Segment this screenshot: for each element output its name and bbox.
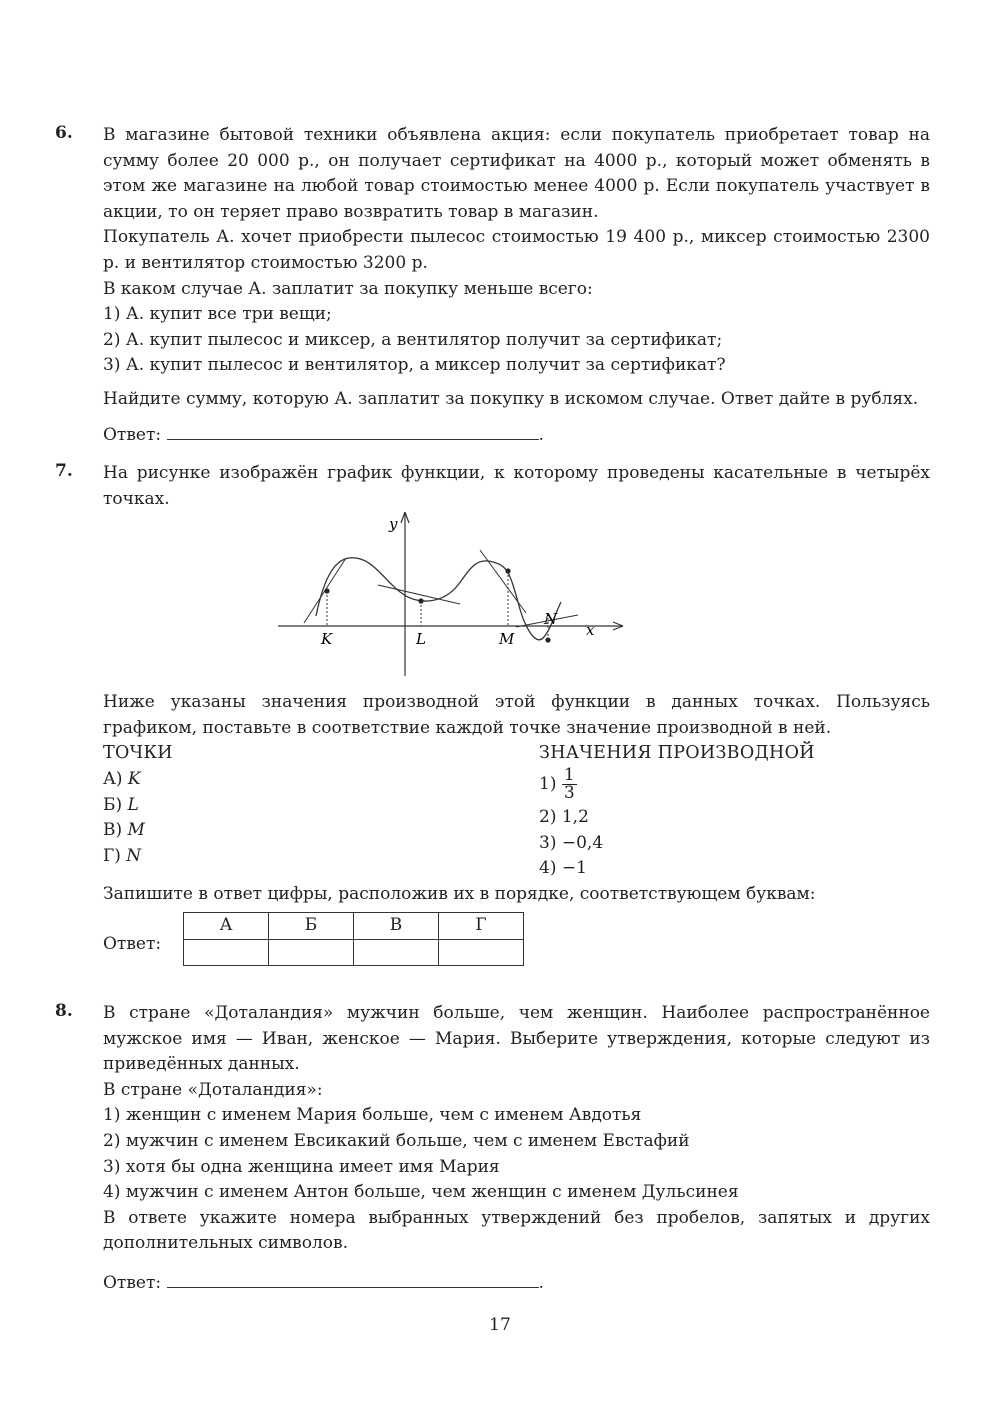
task-text: В стране «Доталандия»:	[103, 1079, 323, 1100]
task-text: На рисунке изображён график функции, к которому проведены касательные в четырёх точках.	[103, 463, 930, 509]
option: 1) женщин с именем Мария больше, чем с именем Авдотья	[103, 1105, 642, 1126]
task-number: 6.	[55, 123, 73, 143]
value-item: 1) $\frac{1}{3}$	[539, 764, 575, 803]
answer-table	[183, 912, 524, 966]
tangent-m	[480, 550, 526, 613]
task-text: В стране «Доталандия» мужчин больше, чем женщин. Наиболее распространённое мужское имя — Иван, женское — Мария. Выберите утверждения, которые следуют из приведённых данных.	[103, 1003, 930, 1075]
answer-label: Ответ:	[103, 933, 162, 954]
answer-cell[interactable]	[184, 939, 269, 965]
label-m: M	[499, 630, 515, 649]
task-question: Найдите сумму, которую А. заплатит за покупку в искомом случае. Ответ дайте в рублях.	[103, 388, 919, 409]
answer-cell[interactable]	[354, 939, 439, 965]
task-number: 8.	[55, 1001, 73, 1021]
table-header: А	[184, 912, 269, 939]
point-item: В) M	[103, 820, 145, 841]
points-column	[103, 741, 173, 869]
table-header: В	[354, 912, 439, 939]
fraction: $\frac{1}{3}$	[563, 764, 575, 803]
value-item: 2) 1,2	[539, 806, 589, 827]
answer-field[interactable]	[167, 421, 539, 440]
task-text: В каком случае А. заплатит за покупку меньше всего:	[103, 278, 593, 299]
task-text: В магазине бытовой техники объявлена акция: если покупатель приобретает товар на сумму более 20 000 р., он получает сертификат на 4000 р., который может обменять в этом же магазине на любой товар стоимостью менее 4000 р. Если покупатель участвует в акции, то он теряет право возвратить товар в магазин.	[103, 125, 930, 222]
task-text: Ниже указаны значения производной этой функции в данных точках. Пользуясь графиком, поставьте в соответствие каждой точке значение производной в ней.	[103, 692, 930, 738]
answer-label: Ответ:	[103, 1272, 162, 1293]
option: 3) хотя бы одна женщина имеет имя Мария	[103, 1156, 500, 1177]
answer-label: Ответ:	[103, 424, 162, 445]
label-l: L	[416, 630, 426, 649]
y-axis-label: y	[389, 515, 398, 534]
task-number: 7.	[55, 461, 73, 481]
option: 3) А. купит пылесос и вентилятор, а миксер получит за сертификат?	[103, 355, 726, 376]
points-header: ТОЧКИ	[103, 743, 173, 764]
option: 2) мужчин с именем Евсикакий больше, чем с именем Евстафий	[103, 1130, 690, 1151]
value-item: 3) −0,4	[539, 832, 604, 853]
table-header: Б	[269, 912, 354, 939]
task-text: Покупатель А. хочет приобрести пылесос стоимостью 19 400 р., миксер стоимостью 2300 р. и вентилятор стоимостью 3200 р.	[103, 227, 930, 273]
task-6: 6. В магазине бытовой техники объявлена акция: если покупатель приобретает товар на сумму более 20 000 р., он получает сертификат на 4000 р., который может обменять в этом же магазине на любой товар стоимостью менее 4000 р. Если покупатель участвует в акции, то он теряет право возвратить товар в магазин. Покупатель А. хочет приобрести пылесос стоимостью 19 400 р., миксер стоимостью 2300 р. и вентилятор стоимостью 3200 р. В каком случае А. заплатит за покупку меньше всего: 1) А. купит все три вещи; 2) А. купит пылесос и миксер, а вентилятор получит за сертификат; 3) А. купит пылесос и вентилятор, а миксер получит за сертификат? Найдите сумму, которую А. заплатит за покупку в искомом случае. Ответ дайте в рублях. Ответ: .	[55, 123, 930, 445]
task-8: 8. В стране «Доталандия» мужчин больше, чем женщин. Наиболее распространённое мужское имя — Иван, женское — Мария. Выберите утверждения, которые следуют из приведённых данных. В стране «Доталандия»: 1) женщин с именем Мария больше, чем с именем Авдотья 2) мужчин с именем Евсикакий больше, чем с именем Евстафий 3) хотя бы одна женщина имеет имя Мария 4) мужчин с именем Антон больше, чем женщин с именем Дульсинея В ответе укажите номера выбранных утверждений без пробелов, запятых и других дополнительных символов. Ответ: .	[55, 1001, 930, 1293]
option: 1) А. купит все три вещи;	[103, 304, 332, 325]
task-instruction: В ответе укажите номера выбранных утверждений без пробелов, запятых и других дополнительных символов.	[103, 1207, 930, 1254]
answer-cell[interactable]	[269, 939, 354, 965]
option: 2) А. купит пылесос и миксер, а вентилятор получит за сертификат;	[103, 329, 723, 350]
point-item: Б) L	[103, 794, 139, 815]
value-item: 4) −1	[539, 858, 587, 879]
answer-cell[interactable]	[439, 939, 524, 965]
task-7	[55, 461, 930, 972]
option: 4) мужчин с именем Антон больше, чем женщин с именем Дульсинея	[103, 1182, 739, 1203]
answer-field[interactable]	[167, 1269, 539, 1288]
task-instruction: Запишите в ответ цифры, расположив их в порядке, соответствующем буквам:	[103, 884, 816, 905]
point-item: А) K	[103, 768, 141, 789]
point-item: Г) N	[103, 845, 142, 866]
label-n: N	[544, 610, 558, 629]
values-header: ЗНАЧЕНИЯ ПРОИЗВОДНОЙ	[539, 743, 815, 764]
page-number: 17	[489, 1315, 511, 1335]
table-header: Г	[439, 912, 524, 939]
values-column	[539, 741, 815, 881]
function-graph	[278, 512, 638, 682]
x-axis-label: x	[586, 621, 595, 640]
label-k: K	[321, 630, 333, 649]
